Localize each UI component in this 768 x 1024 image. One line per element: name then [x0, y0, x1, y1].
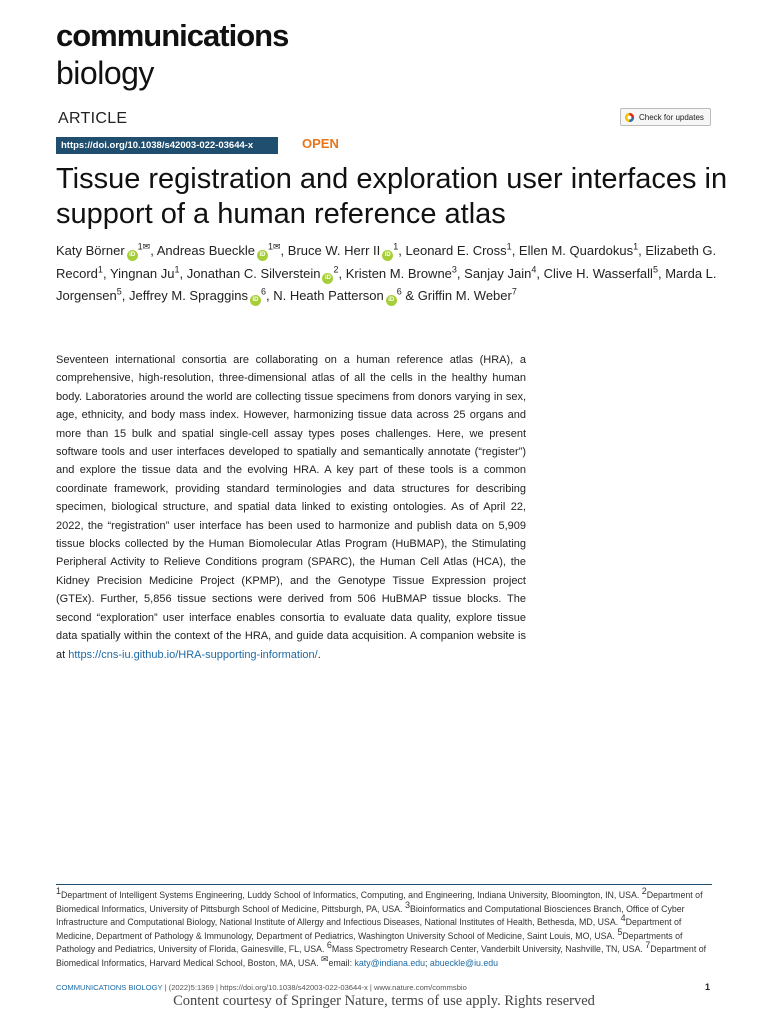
author-affiliation-sup: 7 — [511, 286, 517, 297]
author-separator: , — [121, 288, 129, 303]
affiliation-text: Departments of Pathology and Pediatrics, University of Florida, Gainesville, FL, USA. — [56, 930, 683, 955]
author-separator: , — [456, 265, 465, 281]
affiliation-number: 2 — [641, 886, 647, 897]
author — [418, 288, 517, 303]
affiliation-list — [56, 886, 707, 968]
article-type-label: ARTICLE — [58, 110, 128, 127]
author-affiliation-sup: 6 — [396, 286, 402, 297]
author-affiliation-sup: 1 — [174, 264, 180, 275]
author-affiliation-sup: 4 — [531, 264, 537, 275]
author — [288, 243, 406, 258]
orcid-icon[interactable]: iD — [257, 250, 268, 261]
author-separator: , — [398, 243, 406, 258]
author — [346, 266, 464, 281]
author-separator: , — [536, 265, 544, 281]
affiliation-text: Mass Spectrometry Research Center, Vanderbilt University, Nashville, TN, USA. — [331, 944, 643, 955]
author-name[interactable]: Jonathan C. Silverstein — [186, 265, 321, 281]
author-name[interactable]: Marda L. Jorgensen — [56, 265, 717, 303]
affiliations — [56, 886, 716, 971]
abstract-text: Seventeen international consortia are collaborating on a human reference atlas (HRA), a comprehensive, high-resolution, three-dimensional atlas of all the cells in the healthy human body. Laboratories around the world are collecting tissue specimens from donors varying in sex, age, ethnicity, and body mass index. However, harmonizing tissue data across 25 organs and more than 15 bulk and spatial single-cell assay types poses challenges. Here, we present software tools and user interfaces developed to spatially and semantically annotate (“register”) and explore the tissue data and the evolving HRA. A key part of these tools is a common coordinate framework, providing standard terminologies and data structures for describing specimen, biological structure, and spatial data linked to existing ontologies. As of April 22, 2022, the “registration” user interface has been used to harmonize and publish data on 5,909 tissue blocks collected by the Human Biomolecular Atlas Program (HuBMAP), the Stimulating Peripheral Activity to Relieve Conditions program (SPARC), the Human Cell Atlas (HCA), the Kidney Precision Medicine Project (KPMP), and the Genotype Tissue Expression project (GTEx). Further, 5,856 tissue sections were derived from 506 HuBMAP tissue blocks. The second “exploration” user interface enables consortia to evaluate data quality, explore tissue data spatially within the context of the HRA, and guide data acquisition. A companion website is at — [56, 354, 526, 661]
open-access-badge: OPEN — [302, 136, 339, 151]
author-name[interactable]: N. Heath Patterson — [273, 288, 384, 303]
author — [544, 266, 666, 281]
journal-name-line2: biology — [56, 55, 154, 91]
author-separator: , — [150, 243, 157, 258]
orcid-icon[interactable]: iD — [250, 295, 261, 306]
author-name[interactable]: Yingnan Ju — [109, 265, 175, 281]
email-join: ; — [425, 957, 430, 968]
author-name[interactable]: Leonard E. Cross — [405, 243, 507, 258]
author-name[interactable]: Griffin M. Weber — [417, 288, 512, 303]
author-separator: , — [265, 288, 274, 303]
footer-citation: | (2022)5:1369 | https://doi.org/10.1038/s42003-022-03644-x | www.nature.com/commsbio — [162, 983, 467, 992]
affiliation-number: 5 — [617, 926, 623, 937]
affiliation-text: Department of Biomedical Informatics, Harvard Medical School, Boston, MA, USA. — [56, 944, 707, 968]
author-affiliation-sup: 5 — [116, 286, 122, 297]
author-separator: , — [280, 243, 288, 258]
author-separator: , — [638, 243, 646, 258]
companion-website-link[interactable]: https://cns-iu.github.io/HRA-supporting-information/ — [68, 648, 318, 661]
courtesy-notice: Content courtesy of Springer Nature, terms of use apply. Rights reserved — [173, 993, 595, 1009]
author-name[interactable]: Sanjay Jain — [464, 265, 532, 281]
abstract-end: . — [317, 648, 321, 661]
affiliation-text: Department of Intelligent Systems Engineering, Luddy School of Informatics, Computing, and Engineering, Indiana University, Bloomington, IN, USA. — [61, 890, 640, 900]
author-affiliation-sup: 1✉ — [137, 241, 151, 252]
affiliation-number: 7 — [645, 940, 651, 951]
author-name[interactable]: Bruce W. Herr II — [287, 243, 381, 258]
affiliation-text: Department of Biomedical Informatics, University of Pittsburgh School of Medicine, Pittsburgh, PA, USA. — [56, 890, 703, 914]
author-name[interactable]: Ellen M. Quardokus — [518, 243, 634, 258]
email-prefix: email: — [328, 957, 355, 968]
author-affiliation-sup: 2 — [333, 264, 339, 275]
affiliation-text: Bioinformatics and Computational Biosciences Branch, Office of Cyber Infrastructure and Computational Biology, National Institute of Allergy and Infectious Diseases, National Institutes of Health, Bethesda, MD, USA. — [56, 903, 685, 928]
author-affiliation-sup: 3 — [451, 264, 457, 275]
doi-link[interactable]: https://doi.org/10.1038/s42003-022-03644-x — [56, 137, 278, 154]
affiliation-text: Department of Medicine, Department of Pathology & Immunology, Department of Pediatrics, Washington University School of Medicine, Saint Louis, MO, USA. — [56, 917, 682, 941]
article-title: Tissue registration and exploration user interfaces in support of a human reference atlas — [56, 163, 728, 230]
orcid-icon[interactable]: iD — [386, 295, 397, 306]
author-separator: , — [511, 243, 519, 258]
author-affiliation-sup: 1 — [506, 241, 512, 252]
author-name[interactable]: Jeffrey M. Spraggins — [128, 288, 248, 303]
orcid-icon[interactable]: iD — [322, 273, 333, 284]
author-name[interactable]: Kristen M. Browne — [345, 265, 452, 281]
author — [464, 266, 543, 281]
author-affiliation-sup: 1 — [393, 241, 399, 252]
author — [56, 243, 157, 258]
author-affiliation-sup: 1✉ — [268, 241, 281, 252]
running-footer — [56, 983, 467, 992]
author-affiliation-sup: 1 — [97, 264, 103, 275]
author-name[interactable]: Andreas Bueckle — [156, 243, 255, 258]
orcid-icon[interactable]: iD — [127, 250, 138, 261]
affiliation-number: 1 — [56, 886, 62, 897]
author — [519, 243, 645, 258]
affiliation-number: 3 — [404, 899, 410, 910]
author-affiliation-sup: 1 — [633, 241, 639, 252]
author-separator: , — [657, 265, 666, 281]
check-for-updates-button[interactable] — [620, 108, 711, 126]
check-updates-label: Check for updates — [639, 112, 704, 122]
abstract — [56, 351, 526, 664]
email-link-abueckle[interactable]: abueckle@iu.edu — [429, 957, 499, 968]
author — [273, 288, 417, 303]
author — [187, 266, 346, 281]
footnote-divider — [56, 884, 712, 885]
author-name[interactable]: Clive H. Wasserfall — [543, 265, 653, 281]
footer-journal-name[interactable]: COMMUNICATIONS BIOLOGY — [56, 983, 163, 992]
author — [129, 288, 273, 303]
author-separator: , — [102, 265, 110, 281]
author — [157, 243, 288, 258]
author-name[interactable]: Elizabeth G. Record — [56, 243, 717, 281]
affiliation-number: 4 — [620, 913, 626, 924]
author-name[interactable]: Katy Börner — [56, 243, 125, 258]
orcid-icon[interactable]: iD — [382, 250, 393, 261]
author — [406, 243, 519, 258]
author-separator: , — [179, 265, 187, 281]
author-separator: , — [338, 265, 346, 281]
email-link-katy[interactable]: katy@indiana.edu — [354, 957, 426, 968]
author-affiliation-sup: 6 — [260, 286, 266, 297]
affiliation-number: 6 — [326, 940, 332, 951]
author-affiliation-sup: 5 — [652, 264, 658, 275]
author — [110, 266, 187, 281]
email-mark: ✉ — [321, 954, 329, 965]
page-number: 1 — [705, 982, 711, 992]
author-list — [56, 240, 736, 308]
check-updates-icon — [624, 112, 635, 123]
journal-name-line1: communications — [56, 18, 289, 53]
author-separator: & — [401, 288, 418, 303]
